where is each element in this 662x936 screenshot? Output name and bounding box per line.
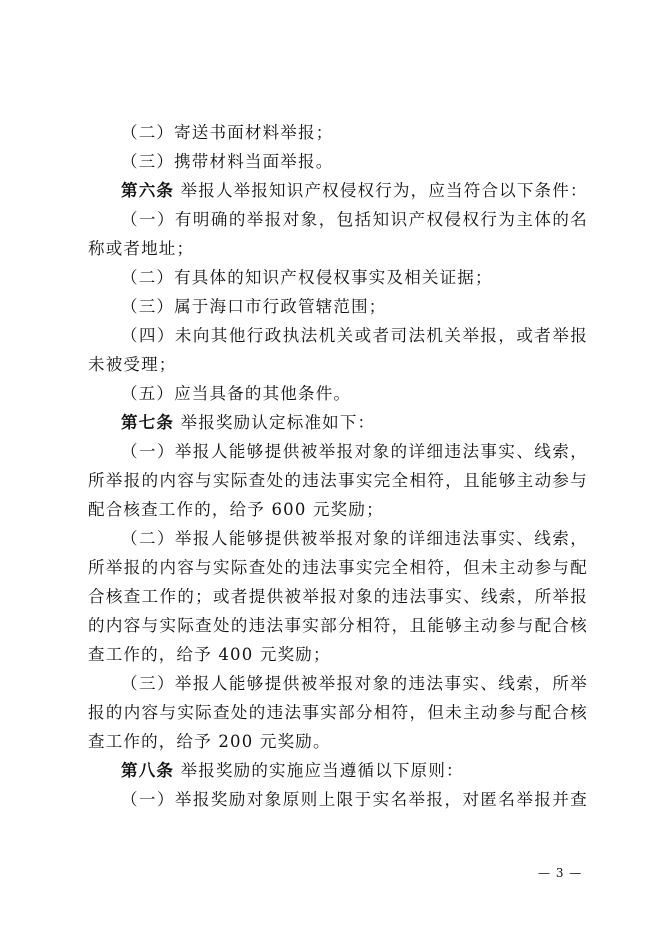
text-line: （一）举报奖励对象原则上限于实名举报，对匿名举报并查 [121, 790, 588, 809]
text-line: （二）有具体的知识产权侵权事实及相关证据； [121, 268, 493, 287]
text-line: （一）有明确的举报对象，包括知识产权侵权行为主体的名 [121, 210, 588, 229]
article-heading: 第六条 [121, 181, 175, 200]
text-line: （五）应当具备的其他条件。 [121, 384, 352, 403]
text-line: （一）举报人能够提供被举报对象的详细违法事实、线索， [121, 442, 588, 461]
text-line: 所举报的内容与实际查处的违法事实完全相符，但未主动参与配 [88, 558, 588, 577]
article-six-paragraph [121, 180, 588, 202]
text-line: 所举报的内容与实际查处的违法事实完全相符，且能够主动参与 [88, 471, 588, 490]
text-line: 称或者地址； [88, 239, 195, 258]
text-line: 举报奖励的实施应当遵循以下原则： [180, 761, 464, 780]
article-heading: 第七条 [121, 413, 175, 432]
text-line: 查工作的，给予 400 元奖励； [88, 645, 331, 664]
text-line: 合核查工作的；或者提供被举报对象的违法事实、线索，所举报 [88, 587, 588, 606]
text-line: （三）举报人能够提供被举报对象的违法事实、线索，所举 [121, 674, 588, 693]
text-line: 未被受理； [88, 355, 177, 374]
text-line: 举报奖励认定标准如下： [180, 413, 376, 432]
text-line: 报的内容与实际查处的违法事实部分相符，但未主动参与配合核 [88, 703, 588, 722]
article-heading: 第八条 [121, 761, 175, 780]
text-line: 举报人举报知识产权侵权行为，应当符合以下条件： [180, 181, 588, 200]
text-line: 配合核查工作的，给予 600 元奖励； [88, 500, 384, 519]
text-line: 查工作的，给予 200 元奖励。 [88, 732, 331, 751]
text-line: （四）未向其他行政执法机关或者司法机关举报，或者举报 [121, 326, 588, 345]
text-line: （三）属于海口市行政管辖范围； [121, 297, 387, 316]
text-line: 的内容与实际查处的违法事实部分相符，且能够主动参与配合核 [88, 616, 588, 635]
page-number: — 3 — [538, 866, 583, 880]
text-line: （二）寄送书面材料举报； [121, 123, 334, 142]
article-seven-paragraph [121, 412, 588, 434]
article-eight-paragraph [121, 760, 588, 782]
text-line: （二）举报人能够提供被举报对象的详细违法事实、线索， [121, 529, 588, 548]
text-line: （三）携带材料当面举报。 [121, 152, 334, 171]
